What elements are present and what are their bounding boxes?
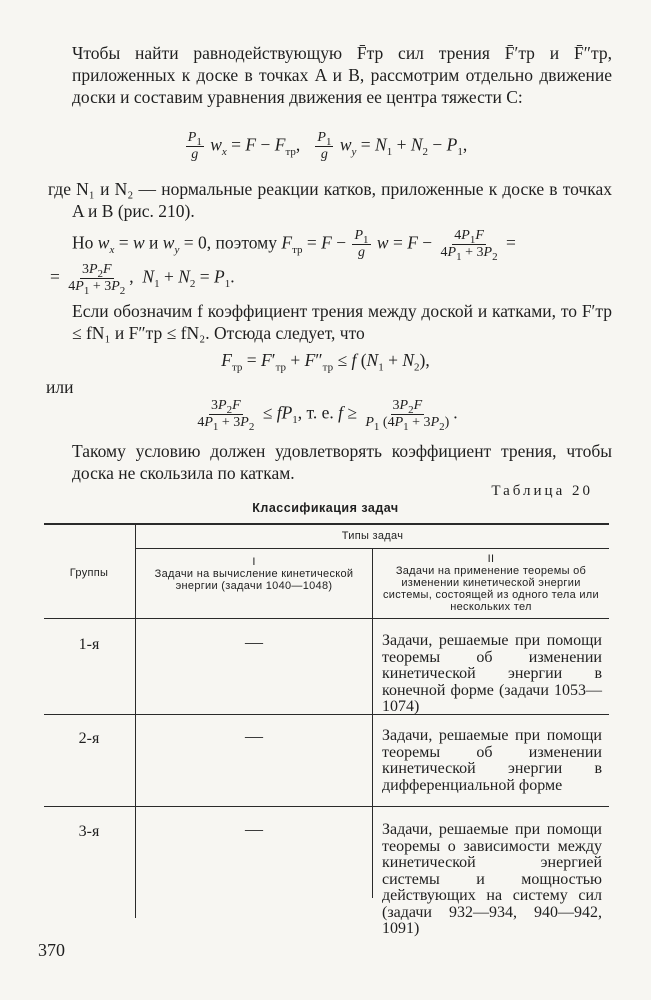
equation-friction-line-2: = $\frac{3P_2F}{4P_1 + 3P_2}$ , $N_1 + N_2 = P_1$. <box>50 262 235 297</box>
equation-friction-sum: $F_{тр} = F'_{тр} + F''_{тр} \le f$ $(N_1 + N_2)$, <box>221 350 430 374</box>
header-groups: Группы <box>69 567 109 579</box>
equation-friction-line-1: Но $w_x = w$ и $w_y = 0$, поэтому $F_{тр} = F$ − $\frac{P_1}{g}$ w = F − $\frac{4P_1F}{4P_1 + 3P_2}$ = <box>72 228 516 263</box>
paragraph-4-text: Если обозначим f коэффициент трения между доской и катками, то F′тр ≤ fN₁ и F″тр ≤ fN₂. Отсюда следует, что <box>72 301 612 343</box>
frac-p1-g-b: $\frac{P_1}{g}$ <box>317 130 332 162</box>
frac-3p2f-b: $\frac{3P_2F}{4P_1 + 3P_2}$ <box>197 398 255 433</box>
row-2-group: 2-я <box>78 730 100 747</box>
table-row-2-rule <box>44 806 609 807</box>
header-col-2 <box>376 553 606 613</box>
table-header-rule <box>44 618 609 619</box>
paragraph-1-text: Чтобы найти равнодействующую F̄тр сил трения F̄′тр и F̄″тр, приложенных к доске в точках A и B, рассмотрим отдельно движение доски и составим уравнения движения ее центра тяжести C: <box>72 43 612 107</box>
row-1-group: 1-я <box>78 636 100 653</box>
paragraph-1 <box>72 42 612 108</box>
row-2-col-2: Задачи, решаемые при помощи теоремы об изменении кинетической энергии в дифференциальной форме <box>382 727 602 794</box>
table-divider-types <box>372 548 373 898</box>
header-col-2-number: II <box>487 553 495 565</box>
frac-4p1f: $\frac{4P_1F}{4P_1 + 3P_2}$ <box>440 228 498 263</box>
header-types: Типы задач <box>341 530 404 542</box>
table-divider-group <box>135 525 136 807</box>
paragraph-2-text: где N₁ и N₂ — нормальные реакции катков, приложенные к доске в точках A и B (рис. 210). <box>48 179 612 221</box>
paragraph-5-text: Такому условию должен удовлетворять коэффициент трения, чтобы доска не скользила по каткам. <box>72 441 612 483</box>
row-2-col-1: — <box>245 726 263 746</box>
table-title: Классификация задач <box>252 501 399 515</box>
row-1-col-2: Задачи, решаемые при помощи теоремы об изменении кинетической энергии в конечной форме (задачи 1053—1074) <box>382 632 602 715</box>
paragraph-2 <box>48 178 612 222</box>
paragraph-3-start: Но <box>72 232 94 253</box>
row-3-col-2: Задачи, решаемые при помощи теоремы о зависимости между кинетической энергией системы и мощностью действующих на систему сил (задачи 932—934, 940—942, 1091) <box>382 821 602 937</box>
paragraph-4 <box>72 300 612 344</box>
header-col-2-text: Задачи на применение теоремы об изменении кинетической энергии системы, состоящей из одного тела или нескольких тел <box>383 565 599 613</box>
page-number: 370 <box>38 940 65 960</box>
frac-condition: $\frac{3P_2F}{P_1 (4P_1 + 3P_2)}$ <box>365 398 450 433</box>
row-1-col-1: — <box>245 632 263 652</box>
or-word: или <box>46 377 74 397</box>
frac-3p2f: $\frac{3P_2F}{4P_1 + 3P_2}$ <box>68 262 126 297</box>
table-number: Таблица 20 <box>491 483 593 499</box>
equation-motion: $\frac{P_1}{g}$ $w_x = F - F_{тр}$, $\frac{P_1}{g}$ $w_y = N_1 + N_2 - P_1$, <box>187 130 468 162</box>
header-col-1-text: Задачи на вычисление кинетической энергии (задачи 1040—1048) <box>154 568 354 592</box>
equation-friction-condition: $\frac{3P_2F}{4P_1 + 3P_2}$ ≤ $fP_1$, т. е. f ≥ $\frac{3P_2F}{P_1 (4P_1 + 3P_2)}$ . <box>197 398 458 433</box>
paragraph-5 <box>72 440 612 484</box>
row-3-col-1: — <box>245 819 263 839</box>
frac-p1-g-c: $\frac{P_1}{g}$ <box>354 228 369 260</box>
row-3-group: 3-я <box>78 823 100 840</box>
frac-p1-g-a: $\frac{P_1}{g}$ <box>187 130 202 162</box>
header-col-1 <box>140 556 368 592</box>
table-top-rule <box>44 523 609 525</box>
header-col-1-number: I <box>252 556 256 568</box>
